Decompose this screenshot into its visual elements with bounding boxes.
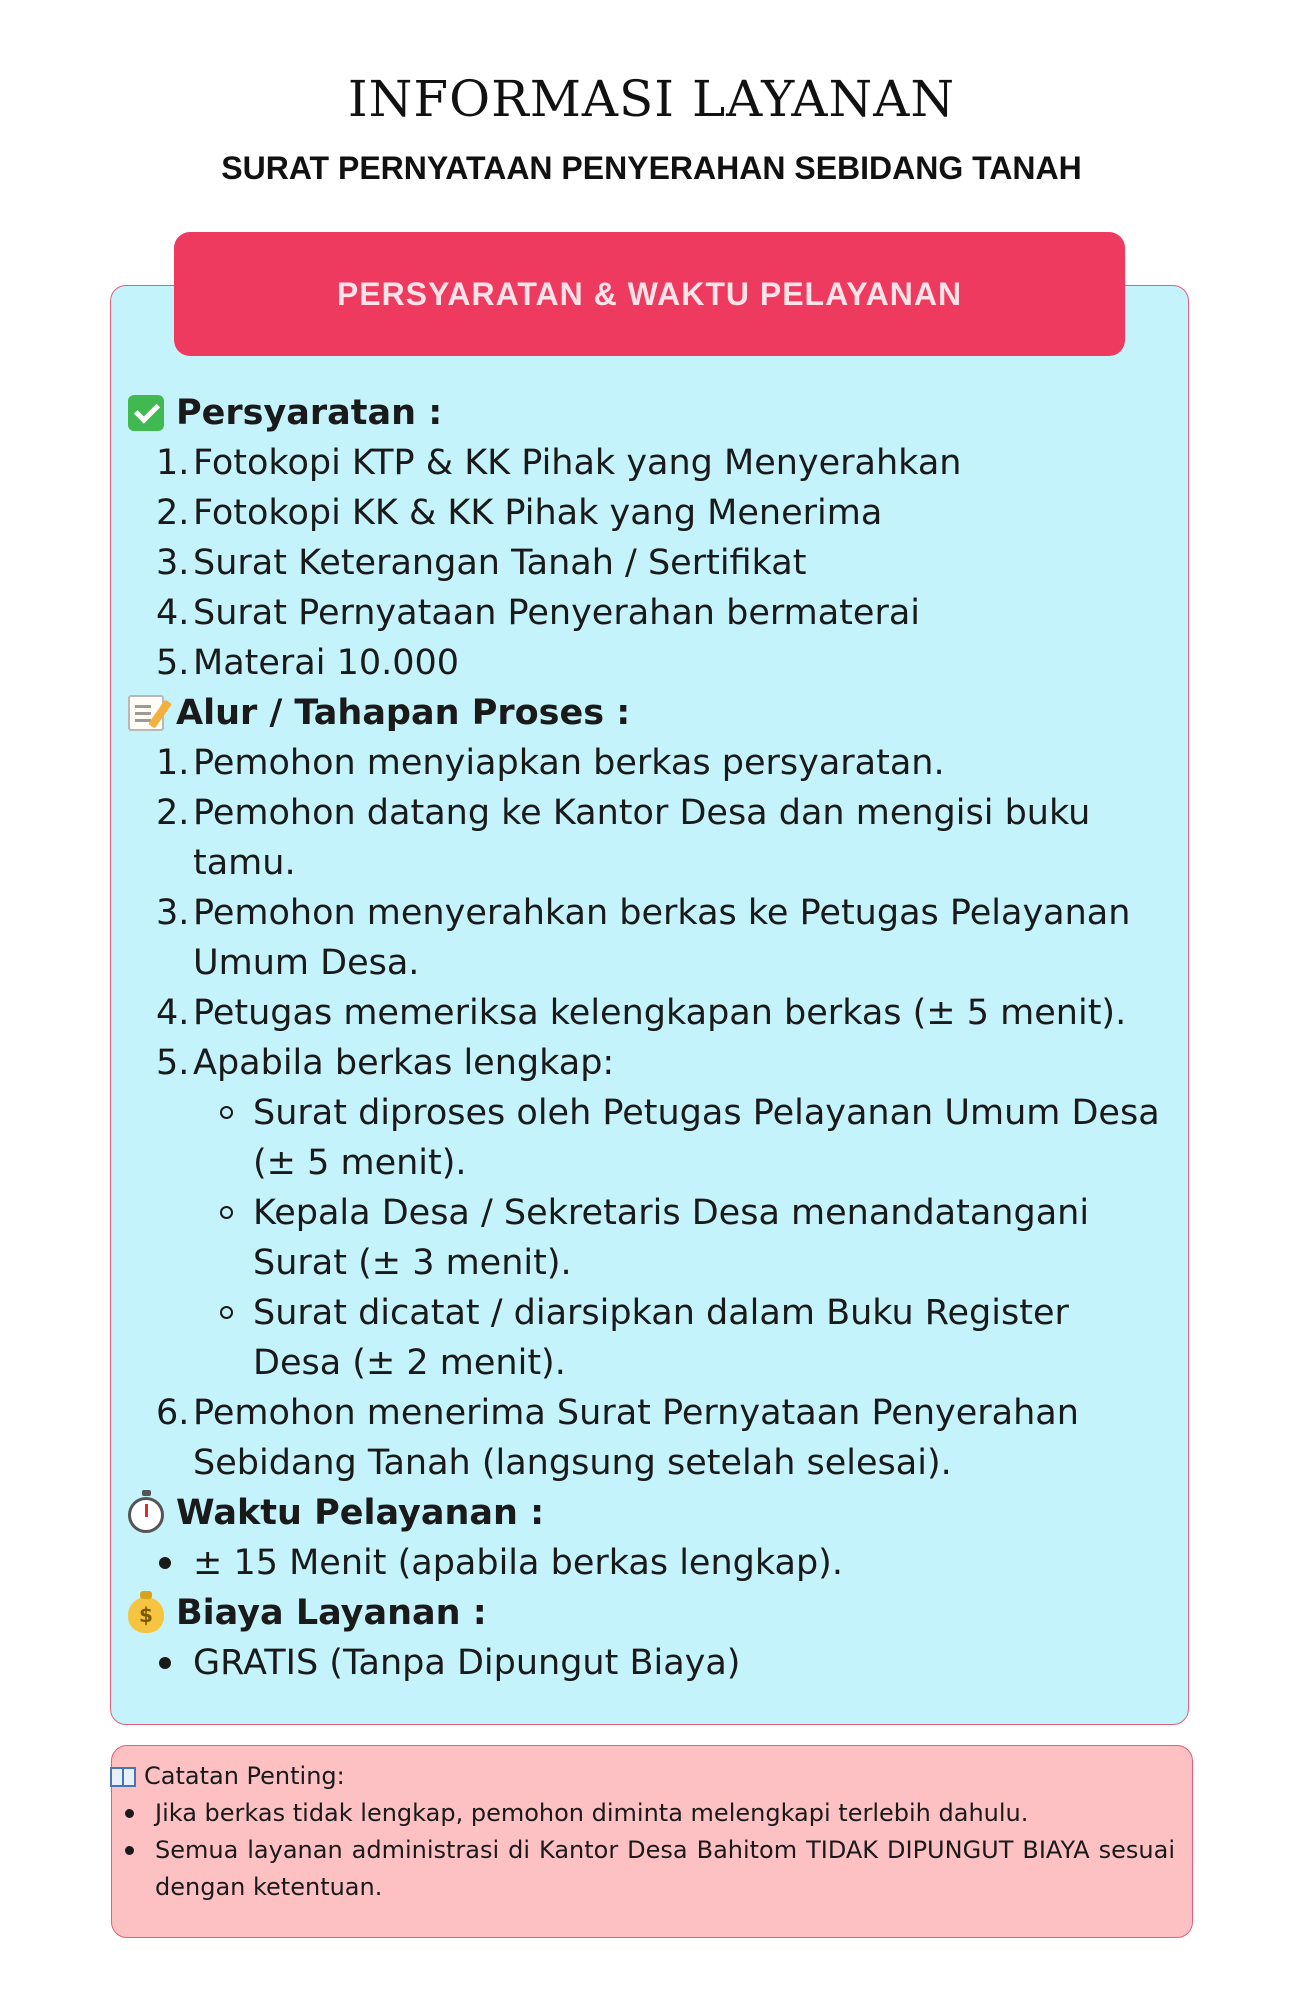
check-mark-icon	[128, 395, 164, 431]
list-item	[128, 888, 1168, 988]
item-text: Pemohon menyerahkan berkas ke Petugas Pelayanan Umum Desa.	[193, 893, 1131, 983]
fee-heading	[128, 1588, 1168, 1638]
item-text: Apabila berkas lengkap:	[193, 1043, 615, 1083]
list-item	[128, 438, 1168, 488]
list-item: Jika berkas tidak lengkap, pemohon diminta melengkapi terlebih dahulu.	[110, 1795, 1175, 1832]
list-item	[128, 488, 1168, 538]
banner-label: PERSYARATAN & WAKTU PELAYANAN	[336, 275, 963, 312]
fee-list	[128, 1638, 1168, 1688]
item-text: Fotokopi KTP & KK Pihak yang Menyerahkan	[193, 443, 962, 483]
stopwatch-icon	[128, 1497, 164, 1533]
item-number: 1.	[156, 743, 190, 783]
list-item	[128, 1038, 1168, 1088]
list-item: Surat dicatat / diarsipkan dalam Buku Register Desa (± 2 menit).	[128, 1288, 1168, 1388]
note-list	[110, 1795, 1175, 1906]
service-time-list	[128, 1538, 1168, 1588]
item-text: Materai 10.000	[193, 643, 460, 683]
requirements-heading-label: Persyaratan :	[176, 393, 443, 433]
list-item: Semua layanan administrasi di Kantor Desa Bahitom TIDAK DIPUNGUT BIAYA sesuai dengan ketentuan.	[110, 1832, 1175, 1906]
requirements-heading	[128, 388, 1168, 438]
list-item	[128, 1388, 1168, 1488]
info-content	[128, 388, 1168, 1688]
process-steps-list-continued	[128, 1388, 1168, 1488]
note-heading	[110, 1758, 1175, 1795]
list-item: Surat diproses oleh Petugas Pelayanan Umum Desa (± 5 menit).	[128, 1088, 1168, 1188]
note-content	[110, 1758, 1175, 1906]
requirements-list	[128, 438, 1168, 688]
item-text: Surat Pernyataan Penyerahan bermaterai	[193, 593, 921, 633]
service-time-heading	[128, 1488, 1168, 1538]
item-number: 3.	[156, 543, 190, 583]
item-text: Surat Keterangan Tanah / Sertifikat	[193, 543, 807, 583]
fee-heading-label: Biaya Layanan :	[176, 1593, 487, 1633]
process-substeps-list	[128, 1088, 1168, 1388]
item-text: Pemohon menerima Surat Pernyataan Penyerahan Sebidang Tanah (langsung setelah selesai).	[193, 1393, 1079, 1483]
page-title: INFORMASI LAYANAN	[347, 70, 956, 128]
list-item	[128, 538, 1168, 588]
process-heading-label: Alur / Tahapan Proses :	[176, 693, 631, 733]
item-number: 6.	[156, 1393, 190, 1433]
process-heading	[128, 688, 1168, 738]
item-number: 3.	[156, 893, 190, 933]
list-item: GRATIS (Tanpa Dipungut Biaya)	[128, 1638, 1168, 1688]
list-item	[128, 988, 1168, 1038]
section-banner	[174, 232, 1125, 356]
item-number: 2.	[156, 793, 190, 833]
item-number: 5.	[156, 643, 190, 683]
item-text: Petugas memeriksa kelengkapan berkas (± 5 menit).	[193, 993, 1127, 1033]
service-time-heading-label: Waktu Pelayanan :	[176, 1493, 545, 1533]
item-number: 1.	[156, 443, 190, 483]
memo-icon	[128, 695, 164, 731]
list-item: Kepala Desa / Sekretaris Desa menandatangani Surat (± 3 menit).	[128, 1188, 1168, 1288]
item-number: 2.	[156, 493, 190, 533]
process-steps-list	[128, 738, 1168, 1088]
note-title: Catatan Penting:	[144, 1762, 345, 1790]
item-number: 4.	[156, 993, 190, 1033]
list-item	[128, 588, 1168, 638]
page-subtitle: SURAT PERNYATAAN PENYERAHAN SEBIDANG TANAH	[221, 150, 1082, 186]
money-bag-icon	[128, 1597, 164, 1633]
list-item	[128, 788, 1168, 888]
list-item: ± 15 Menit (apabila berkas lengkap).	[128, 1538, 1168, 1588]
item-text: Fotokopi KK & KK Pihak yang Menerima	[193, 493, 883, 533]
item-number: 5.	[156, 1043, 190, 1083]
list-item	[128, 638, 1168, 688]
item-text: Pemohon menyiapkan berkas persyaratan.	[193, 743, 945, 783]
item-text: Pemohon datang ke Kantor Desa dan mengisi buku tamu.	[193, 793, 1091, 883]
open-book-icon	[110, 1767, 136, 1787]
list-item	[128, 738, 1168, 788]
item-number: 4.	[156, 593, 190, 633]
